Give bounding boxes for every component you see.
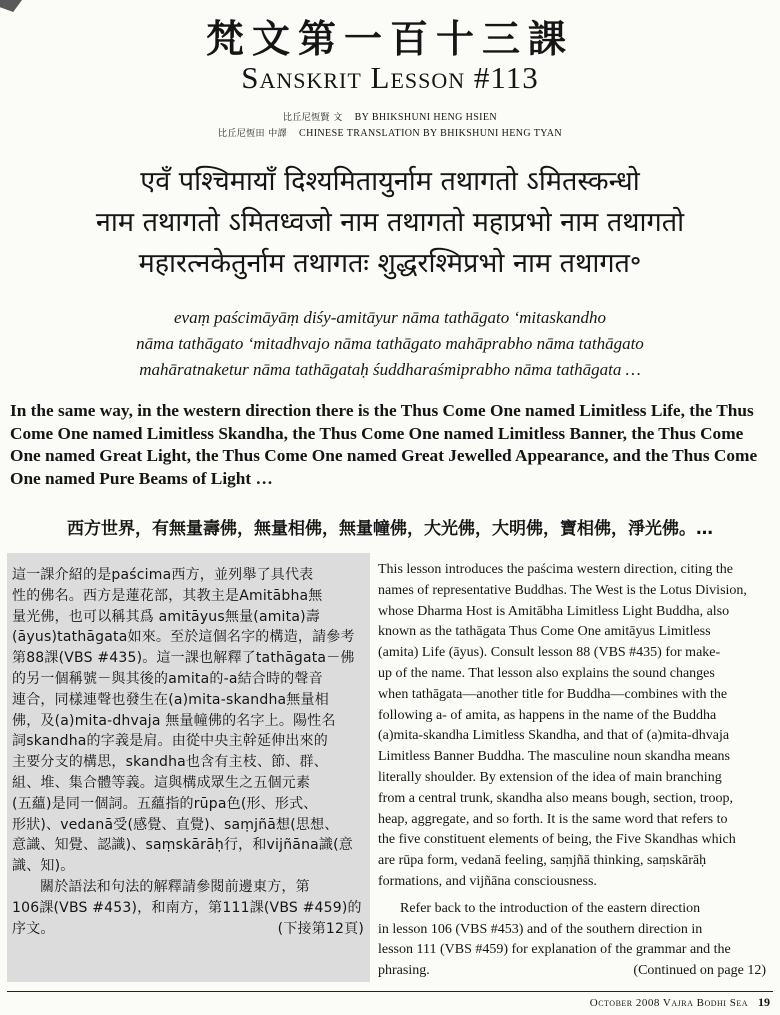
zh-line: 識、知)。 — [12, 858, 75, 875]
zh-line: (āyus)tathāgata如來。至於這個名字的構造，請參考 — [12, 629, 355, 646]
page-number: 19 — [758, 995, 770, 1009]
english-column — [378, 560, 766, 982]
english-translation-line: One named Great Light, the Thus Come One named Great Jewelled Appearance, and the Thus Come — [10, 446, 758, 465]
zh-continued: (下接第12頁) — [277, 920, 364, 937]
zh-line: 詞skandha的字義是肩。由從中央主幹延伸出來的 — [12, 733, 328, 750]
en-line: formations, and vijñāna consciousness. — [378, 873, 597, 889]
credit-author-zh: 比丘尼恆賢 文 — [282, 113, 343, 123]
devanagari-line: एवँ पश्चिमायाँ दिश्यमितायुर्नाम तथागतो ऽमितस्कन्धो — [140, 166, 640, 197]
zh-line: 這一課介紹的是paścima西方，並列舉了具代表 — [12, 567, 314, 583]
transliteration-line: mahāratnaketur nāma tathāgataḥ śuddharaśmiprabho nāma tathāgata … — [139, 360, 641, 379]
zh-line: 第88課(VBS #435)。這一課也解釋了tathāgata－佛 — [12, 650, 355, 667]
credit-translator-zh: 比丘尼恆田 中譯 — [217, 129, 288, 139]
zh-line: 的另一個稱號－與其後的amita的-a結合時的聲音 — [12, 670, 323, 687]
en-line: known as the tathāgata Thus Come One amitāyus Limitless — [378, 624, 711, 640]
zh-line: 意識、知覺、認識)、saṃskārāḥ行，和vijñāna識(意 — [12, 837, 353, 854]
zh-line: 106課(VBS #453)，和南方，第111課(VBS #459)的 — [12, 899, 362, 916]
chinese-column — [12, 565, 364, 939]
en-line: (amita) Life (āyus). Consult lesson 88 (VBS #435) for make- — [378, 645, 721, 661]
chinese-translation: 西方世界，有無量壽佛，無量相佛，無量幢佛，大光佛，大明佛，寶相佛，淨光佛。… — [67, 519, 713, 539]
zh-line: 組、堆、集合體等義。這與構成眾生之五個元素 — [12, 774, 311, 791]
devanagari-line: महारत्नकेतुर्नाम तथागतः शुद्धरश्मिप्रभो नाम तथागत॰ — [138, 248, 642, 279]
transliteration-line: nāma tathāgato ‘mitadhvajo nāma tathāgato mahāprabho nāma tathāgato — [136, 334, 644, 353]
zh-line: 量光佛，也可以稱其爲 amitāyus無量(amita)壽 — [12, 608, 320, 625]
devanagari-line: नाम तथागतो ऽमितध्वजो नाम तथागतो महाप्रभो नाम तथागतो — [95, 207, 685, 238]
transliteration-line: evaṃ paścimāyāṃ diśy-amitāyur nāma tathāgato ‘mitaskandho — [173, 308, 607, 327]
english-translation-line: In the same way, in the western direction there is the Thus Come One named Limitless Life, the Thus — [10, 401, 754, 420]
zh-line: 佛，及(a)mita-dhvaja 無量幢佛的名字上。陽性名 — [12, 712, 336, 729]
zh-line: 序文。 — [12, 920, 55, 937]
en-line: literally shoulder. By extension of the idea of main branching — [378, 769, 722, 785]
en-line: (a)mita-skandha Limitless Skandha, and that of (a)mita-dhvaja — [378, 728, 730, 744]
en-line: Limitless Banner Buddha. The masculine noun skandha means — [378, 749, 731, 765]
en-line: heap, aggregate, and so forth. It is the same word that refers to — [378, 811, 728, 827]
en-line: phrasing. — [378, 963, 430, 979]
en-line: This lesson introduces the paścima western direction, citing the — [378, 562, 733, 577]
en-line: following a- of amita, as happens in the name of the Buddha — [378, 707, 717, 723]
credit-translator-en: CHINESE TRANSLATION BY BHIKSHUNI HENG TYAN — [299, 128, 563, 139]
credit-author — [0, 110, 780, 123]
en-line: up of the name. That lesson also explains the sound changes — [378, 665, 715, 681]
footer — [590, 995, 770, 1010]
english-translation-line: Come One named Limitless Skandha, the Thus Come One named Limitless Banner, the Thus Come — [10, 423, 744, 443]
en-line: the five constituent elements of being, the Five Skandhas which — [378, 832, 736, 848]
zh-line: 形狀)、vedanā受(感覺、直覺)、saṃjñā想(思想、 — [12, 816, 339, 833]
zh-line: (五蘊)是同一個詞。五蘊指的rūpa色(形、形式、 — [12, 795, 318, 812]
en-line: when tathāgata—another title for Buddha—combines with the — [378, 686, 728, 702]
en-line: are rūpa form, vedanā feeling, saṃjñā thinking, saṃskārāḥ — [378, 853, 707, 869]
title-english: Sanskrit Lesson #113 — [241, 60, 539, 95]
zh-line: 主要分支的構思，skandha也含有主枝、節、群、 — [12, 754, 328, 771]
en-line: in lesson 106 (VBS #453) and of the southern direction in — [378, 921, 703, 937]
english-translation-line: One named Pure Beams of Light … — [10, 468, 273, 488]
en-continued: (Continued on page 12) — [633, 963, 766, 979]
footer-rule — [7, 991, 773, 992]
en-line: from a central trunk, skandha also means bough, section, troop, — [378, 790, 733, 806]
credit-author-en: BY BHIKSHUNI HENG HSIEN — [354, 112, 498, 123]
zh-line: 連合，同樣連聲也發生在(a)mita-skandha無量相 — [12, 691, 329, 708]
credit-translator — [0, 126, 780, 139]
en-line: Refer back to the introduction of the eastern direction — [400, 900, 701, 916]
en-line: lesson 111 (VBS #459) for explanation of the grammar and the — [378, 942, 731, 958]
zh-line: 性的佛名。西方是蓮花部，其教主是Amitābha無 — [12, 587, 323, 604]
en-line: names of representative Buddhas. The West is the Lotus Division, — [378, 582, 747, 598]
title-chinese: 梵文第一百十三課 — [205, 17, 574, 61]
en-line: whose Dharma Host is Amitābha Limitless Light Buddha, also — [378, 603, 730, 619]
zh-line: 關於語法和句法的解釋請參閱前邊東方，第 — [40, 878, 310, 895]
footer-publication: October 2008 Vajra Bodhi Sea — [589, 997, 748, 1009]
